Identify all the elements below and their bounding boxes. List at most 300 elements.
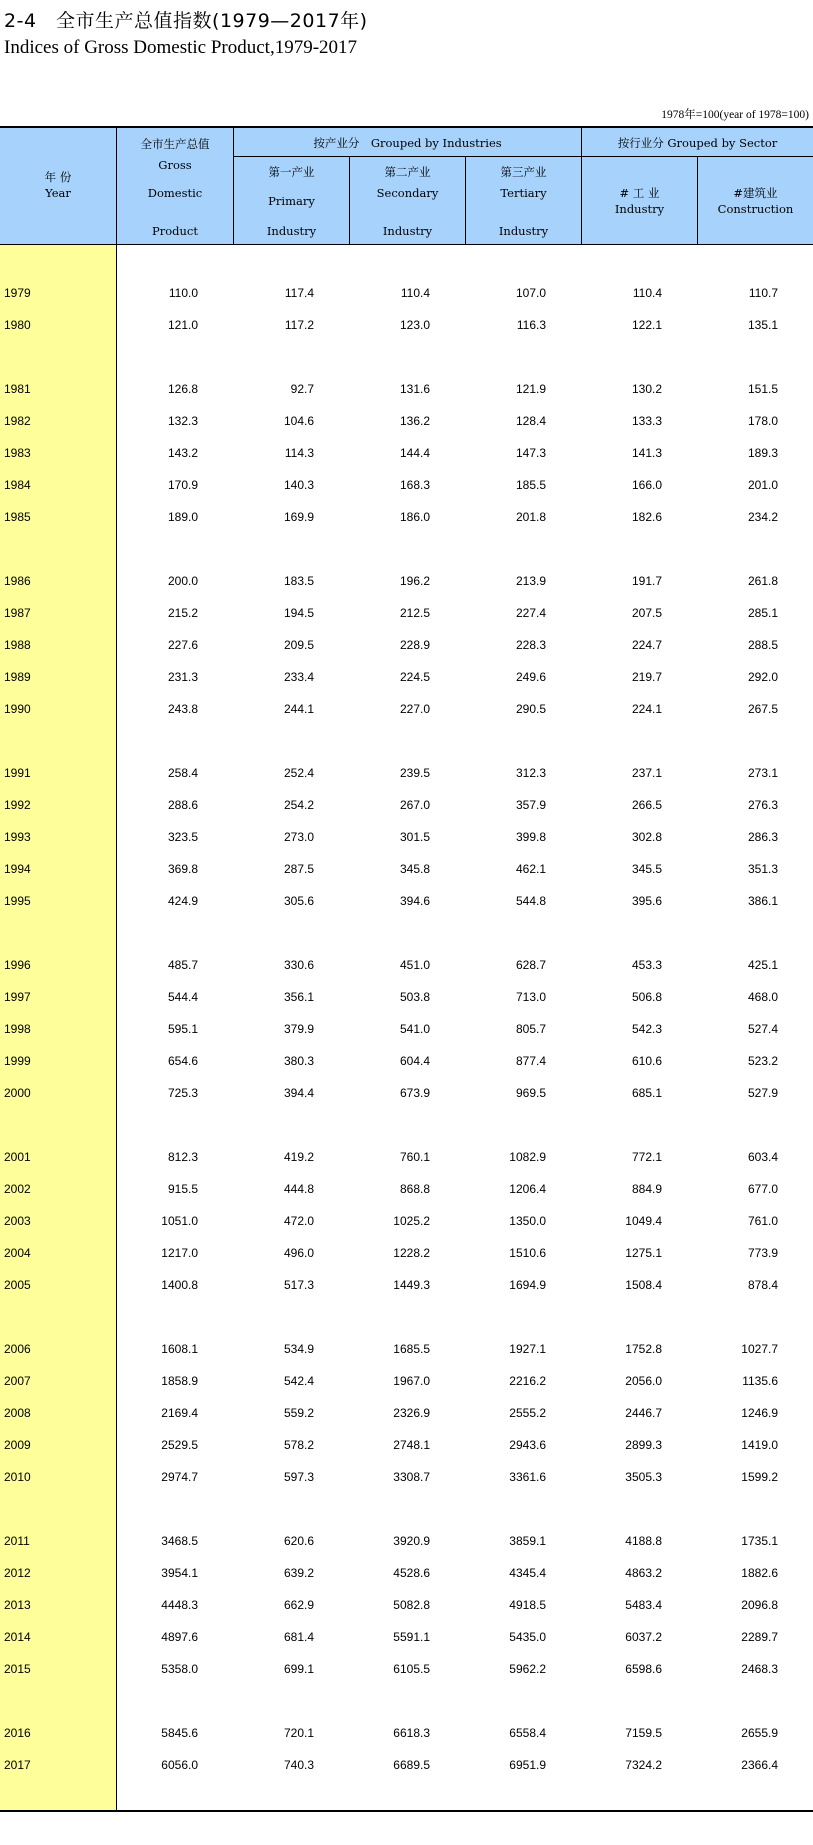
cell-construction-1992: 276.3 [747, 798, 778, 812]
row-year-1996: 1996 [4, 958, 31, 972]
cell-gdp-1997: 544.4 [167, 990, 198, 1004]
row-year-1981: 1981 [4, 382, 31, 396]
cell-construction-1987: 285.1 [747, 606, 778, 620]
cell-gdp-1998: 595.1 [167, 1022, 198, 1036]
cell-construction-2015: 2468.3 [741, 1662, 778, 1676]
cell-industry-1991: 237.1 [631, 766, 662, 780]
cell-primary-1990: 244.1 [283, 702, 314, 716]
cell-tertiary-2009: 2943.6 [509, 1438, 546, 1452]
row-year-1984: 1984 [4, 478, 31, 492]
cell-construction-2002: 677.0 [747, 1182, 778, 1196]
cell-secondary-2009: 2748.1 [393, 1438, 430, 1452]
cell-primary-2016: 720.1 [283, 1726, 314, 1740]
cell-industry-2003: 1049.4 [625, 1214, 662, 1228]
cell-construction-2001: 603.4 [747, 1150, 778, 1164]
cell-primary-2003: 472.0 [283, 1214, 314, 1228]
cell-secondary-2012: 4528.6 [393, 1566, 430, 1580]
cell-gdp-2010: 2974.7 [161, 1470, 198, 1484]
cell-construction-1991: 273.1 [747, 766, 778, 780]
cell-gdp-2012: 3954.1 [161, 1566, 198, 1580]
cell-tertiary-1980: 116.3 [516, 318, 546, 332]
row-year-1992: 1992 [4, 798, 31, 812]
header-industry-cn: # 工 业 [619, 186, 660, 200]
cell-tertiary-1999: 877.4 [515, 1054, 546, 1068]
cell-tertiary-1994: 462.1 [515, 862, 546, 876]
cell-industry-1987: 207.5 [631, 606, 662, 620]
cell-construction-1998: 527.4 [747, 1022, 778, 1036]
unit-note: 1978年=100(year of 1978=100) [661, 109, 809, 121]
cell-primary-1981: 92.7 [290, 382, 314, 396]
cell-industry-2004: 1275.1 [625, 1246, 662, 1260]
cell-industry-2007: 2056.0 [625, 1374, 662, 1388]
cell-gdp-1985: 189.0 [167, 510, 198, 524]
row-year-2005: 2005 [4, 1278, 31, 1292]
cell-primary-1996: 330.6 [283, 958, 314, 972]
cell-tertiary-1987: 227.4 [515, 606, 546, 620]
cell-gdp-2001: 812.3 [167, 1150, 198, 1164]
cell-construction-1999: 523.2 [747, 1054, 778, 1068]
cell-primary-2017: 740.3 [283, 1758, 314, 1772]
cell-tertiary-2008: 2555.2 [509, 1406, 546, 1420]
header-gdp-en-3: Product [152, 224, 198, 238]
cell-primary-1995: 305.6 [283, 894, 314, 908]
row-year-1989: 1989 [4, 670, 31, 684]
row-year-2007: 2007 [4, 1374, 31, 1388]
row-year-2009: 2009 [4, 1438, 31, 1452]
cell-secondary-1998: 541.0 [399, 1022, 430, 1036]
row-year-2013: 2013 [4, 1598, 31, 1612]
cell-construction-1980: 135.1 [747, 318, 778, 332]
cell-secondary-2005: 1449.3 [393, 1278, 430, 1292]
cell-construction-1983: 189.3 [747, 446, 778, 460]
cell-primary-2001: 419.2 [283, 1150, 314, 1164]
cell-secondary-1991: 239.5 [399, 766, 430, 780]
cell-industry-1989: 219.7 [631, 670, 662, 684]
cell-primary-2008: 559.2 [283, 1406, 314, 1420]
cell-tertiary-2002: 1206.4 [509, 1182, 546, 1196]
cell-industry-1984: 166.0 [631, 478, 662, 492]
cell-construction-1989: 292.0 [747, 670, 778, 684]
cell-tertiary-2000: 969.5 [515, 1086, 546, 1100]
header-year-cn: 年 份 [44, 170, 72, 184]
cell-construction-2007: 1135.6 [742, 1374, 778, 1388]
cell-tertiary-1995: 544.8 [515, 894, 546, 908]
cell-tertiary-1993: 399.8 [515, 830, 546, 844]
cell-secondary-2016: 6618.3 [393, 1726, 430, 1740]
header-group-industries: 按产业分 Grouped by Industries [313, 136, 502, 150]
cell-industry-2005: 1508.4 [625, 1278, 662, 1292]
cell-secondary-1985: 186.0 [399, 510, 430, 524]
cell-tertiary-2010: 3361.6 [509, 1470, 546, 1484]
cell-construction-2013: 2096.8 [741, 1598, 778, 1612]
cell-industry-2017: 7324.2 [625, 1758, 662, 1772]
cell-industry-1982: 133.3 [631, 414, 662, 428]
cell-construction-2010: 1599.2 [741, 1470, 778, 1484]
cell-tertiary-1996: 628.7 [515, 958, 546, 972]
row-year-2010: 2010 [4, 1470, 31, 1484]
cell-primary-1992: 254.2 [283, 798, 314, 812]
row-year-1980: 1980 [4, 318, 31, 332]
row-year-1987: 1987 [4, 606, 31, 620]
cell-secondary-1982: 136.2 [399, 414, 430, 428]
cell-primary-2007: 542.4 [283, 1374, 314, 1388]
cell-primary-1989: 233.4 [283, 670, 314, 684]
cell-construction-2000: 527.9 [747, 1086, 778, 1100]
cell-gdp-2005: 1400.8 [161, 1278, 198, 1292]
cell-construction-1979: 110.7 [748, 286, 778, 300]
cell-tertiary-1998: 805.7 [515, 1022, 546, 1036]
cell-industry-1995: 395.6 [631, 894, 662, 908]
cell-primary-2012: 639.2 [283, 1566, 314, 1580]
cell-tertiary-1981: 121.9 [515, 382, 546, 396]
cell-tertiary-1985: 201.8 [515, 510, 546, 524]
cell-industry-1985: 182.6 [631, 510, 662, 524]
cell-gdp-1991: 258.4 [167, 766, 198, 780]
cell-secondary-1979: 110.4 [400, 286, 430, 300]
cell-primary-2000: 394.4 [283, 1086, 314, 1100]
cell-construction-1985: 234.2 [747, 510, 778, 524]
cell-gdp-1984: 170.9 [167, 478, 198, 492]
cell-construction-1997: 468.0 [747, 990, 778, 1004]
row-year-1985: 1985 [4, 510, 31, 524]
cell-gdp-1999: 654.6 [167, 1054, 198, 1068]
cell-industry-2011: 4188.8 [625, 1534, 662, 1548]
cell-secondary-1994: 345.8 [399, 862, 430, 876]
cell-secondary-1993: 301.5 [399, 830, 430, 844]
cell-industry-2013: 5483.4 [625, 1598, 662, 1612]
cell-gdp-2017: 6056.0 [161, 1758, 198, 1772]
cell-secondary-2003: 1025.2 [393, 1214, 430, 1228]
cell-secondary-2002: 868.8 [399, 1182, 430, 1196]
cell-construction-1984: 201.0 [747, 478, 778, 492]
cell-gdp-2006: 1608.1 [161, 1342, 198, 1356]
cell-tertiary-2003: 1350.0 [509, 1214, 546, 1228]
cell-gdp-2014: 4897.6 [161, 1630, 198, 1644]
cell-primary-1980: 117.2 [284, 318, 314, 332]
header-construction-en: Construction [717, 202, 794, 216]
row-year-1979: 1979 [4, 286, 31, 300]
cell-construction-1994: 351.3 [747, 862, 778, 876]
cell-construction-1990: 267.5 [747, 702, 778, 716]
cell-industry-1996: 453.3 [631, 958, 662, 972]
cell-secondary-1996: 451.0 [399, 958, 430, 972]
cell-primary-1997: 356.1 [283, 990, 314, 1004]
row-year-2003: 2003 [4, 1214, 31, 1228]
cell-industry-2014: 6037.2 [625, 1630, 662, 1644]
header-construction-cn: #建筑业 [733, 186, 778, 200]
cell-gdp-1996: 485.7 [167, 958, 198, 972]
cell-secondary-1999: 604.4 [399, 1054, 430, 1068]
cell-industry-2015: 6598.6 [625, 1662, 662, 1676]
header-year-en: Year [45, 186, 71, 200]
cell-primary-1986: 183.5 [283, 574, 314, 588]
cell-primary-1999: 380.3 [283, 1054, 314, 1068]
cell-tertiary-2001: 1082.9 [509, 1150, 546, 1164]
cell-secondary-1986: 196.2 [399, 574, 430, 588]
cell-gdp-2011: 3468.5 [161, 1534, 198, 1548]
cell-tertiary-1979: 107.0 [515, 286, 546, 300]
cell-industry-1997: 506.8 [631, 990, 662, 1004]
cell-primary-2002: 444.8 [283, 1182, 314, 1196]
row-year-1988: 1988 [4, 638, 31, 652]
row-year-1998: 1998 [4, 1022, 31, 1036]
row-year-2012: 2012 [4, 1566, 31, 1580]
header-group-sector: 按行业分 Grouped by Sector [617, 136, 778, 150]
cell-gdp-1982: 132.3 [167, 414, 198, 428]
cell-industry-1990: 224.1 [631, 702, 662, 716]
row-year-1983: 1983 [4, 446, 31, 460]
header-primary-en-2: Industry [266, 224, 317, 238]
cell-gdp-1980: 121.0 [167, 318, 198, 332]
row-year-1997: 1997 [4, 990, 31, 1004]
cell-construction-1986: 261.8 [747, 574, 778, 588]
cell-gdp-2004: 1217.0 [161, 1246, 198, 1260]
cell-primary-2013: 662.9 [283, 1598, 314, 1612]
cell-secondary-1984: 168.3 [399, 478, 430, 492]
header-secondary-en-1: Secondary [376, 186, 439, 200]
cell-tertiary-2013: 4918.5 [509, 1598, 546, 1612]
cell-primary-2010: 597.3 [283, 1470, 314, 1484]
industry-column-divider [697, 156, 698, 245]
cell-tertiary-1988: 228.3 [515, 638, 546, 652]
cell-secondary-2004: 1228.2 [393, 1246, 430, 1260]
row-year-1999: 1999 [4, 1054, 31, 1068]
cell-construction-2005: 878.4 [747, 1278, 778, 1292]
row-year-2002: 2002 [4, 1182, 31, 1196]
cell-tertiary-2012: 4345.4 [509, 1566, 546, 1580]
cell-industry-2008: 2446.7 [625, 1406, 662, 1420]
cell-gdp-1992: 288.6 [167, 798, 198, 812]
cell-construction-1993: 286.3 [747, 830, 778, 844]
cell-gdp-2007: 1858.9 [161, 1374, 198, 1388]
cell-tertiary-2007: 2216.2 [509, 1374, 546, 1388]
cell-industry-1986: 191.7 [631, 574, 662, 588]
cell-gdp-1981: 126.8 [167, 382, 198, 396]
cell-construction-1981: 151.5 [747, 382, 778, 396]
table-bottom-rule [0, 1810, 813, 1812]
cell-secondary-2008: 2326.9 [393, 1406, 430, 1420]
row-year-2017: 2017 [4, 1758, 31, 1772]
cell-industry-1979: 110.4 [632, 286, 662, 300]
cell-secondary-1995: 394.6 [399, 894, 430, 908]
cell-construction-2017: 2366.4 [741, 1758, 778, 1772]
cell-tertiary-1986: 213.9 [515, 574, 546, 588]
header-gdp-cn: 全市生产总值 [140, 137, 210, 151]
header-bottom-rule [0, 244, 813, 245]
row-year-1991: 1991 [4, 766, 31, 780]
row-year-2001: 2001 [4, 1150, 31, 1164]
cell-secondary-1981: 131.6 [399, 382, 430, 396]
row-year-1994: 1994 [4, 862, 31, 876]
row-year-1982: 1982 [4, 414, 31, 428]
row-year-1990: 1990 [4, 702, 31, 716]
cell-gdp-2003: 1051.0 [161, 1214, 198, 1228]
cell-secondary-1997: 503.8 [399, 990, 430, 1004]
cell-primary-1988: 209.5 [283, 638, 314, 652]
row-year-2004: 2004 [4, 1246, 31, 1260]
cell-primary-2006: 534.9 [283, 1342, 314, 1356]
cell-industry-1988: 224.7 [631, 638, 662, 652]
cell-gdp-1988: 227.6 [167, 638, 198, 652]
header-top-rule [0, 126, 813, 128]
cell-industry-2009: 2899.3 [625, 1438, 662, 1452]
cell-primary-1987: 194.5 [283, 606, 314, 620]
cell-industry-2006: 1752.8 [625, 1342, 662, 1356]
cell-tertiary-1989: 249.6 [515, 670, 546, 684]
cell-tertiary-2006: 1927.1 [509, 1342, 546, 1356]
cell-construction-2016: 2655.9 [741, 1726, 778, 1740]
cell-secondary-2014: 5591.1 [393, 1630, 430, 1644]
cell-construction-1982: 178.0 [747, 414, 778, 428]
header-tertiary-en-2: Industry [498, 224, 549, 238]
cell-gdp-2008: 2169.4 [161, 1406, 198, 1420]
cell-secondary-2017: 6689.5 [393, 1758, 430, 1772]
cell-gdp-1989: 231.3 [167, 670, 198, 684]
cell-gdp-1994: 369.8 [167, 862, 198, 876]
cell-primary-1982: 104.6 [283, 414, 314, 428]
cell-construction-2012: 1882.6 [741, 1566, 778, 1580]
cell-secondary-1989: 224.5 [399, 670, 430, 684]
cell-tertiary-2005: 1694.9 [509, 1278, 546, 1292]
cell-secondary-1983: 144.4 [399, 446, 430, 460]
cell-secondary-2010: 3308.7 [393, 1470, 430, 1484]
cell-construction-2011: 1735.1 [741, 1534, 778, 1548]
cell-construction-2003: 761.0 [747, 1214, 778, 1228]
cell-primary-1998: 379.9 [283, 1022, 314, 1036]
header-tertiary-en-1: Tertiary [500, 186, 547, 200]
cell-gdp-1990: 243.8 [167, 702, 198, 716]
cell-tertiary-1992: 357.9 [515, 798, 546, 812]
group-header-rule [233, 156, 813, 157]
cell-construction-2009: 1419.0 [741, 1438, 778, 1452]
cell-primary-1991: 252.4 [283, 766, 314, 780]
cell-secondary-2015: 6105.5 [393, 1662, 430, 1676]
header-primary-en-1: Primary [268, 194, 315, 208]
row-year-1993: 1993 [4, 830, 31, 844]
cell-industry-1994: 345.5 [631, 862, 662, 876]
cell-secondary-1990: 227.0 [399, 702, 430, 716]
cell-primary-2009: 578.2 [283, 1438, 314, 1452]
header-secondary-en-2: Industry [382, 224, 433, 238]
cell-primary-1983: 114.3 [284, 446, 314, 460]
cell-secondary-2001: 760.1 [399, 1150, 430, 1164]
cell-secondary-1992: 267.0 [399, 798, 430, 812]
cell-secondary-1988: 228.9 [399, 638, 430, 652]
cell-industry-2000: 685.1 [631, 1086, 662, 1100]
cell-gdp-2013: 4448.3 [161, 1598, 198, 1612]
cell-industry-1999: 610.6 [631, 1054, 662, 1068]
cell-tertiary-2017: 6951.9 [509, 1758, 546, 1772]
cell-primary-2005: 517.3 [283, 1278, 314, 1292]
cell-construction-1996: 425.1 [747, 958, 778, 972]
cell-industry-1998: 542.3 [631, 1022, 662, 1036]
header-primary-cn: 第一产业 [268, 165, 315, 179]
row-year-1986: 1986 [4, 574, 31, 588]
cell-construction-1995: 386.1 [747, 894, 778, 908]
header-tertiary-cn: 第三产业 [500, 165, 547, 179]
cell-construction-2008: 1246.9 [741, 1406, 778, 1420]
cell-gdp-2000: 725.3 [167, 1086, 198, 1100]
cell-secondary-2013: 5082.8 [393, 1598, 430, 1612]
cell-industry-1993: 302.8 [631, 830, 662, 844]
cell-secondary-2000: 673.9 [399, 1086, 430, 1100]
cell-primary-1985: 169.9 [283, 510, 314, 524]
cell-construction-1988: 288.5 [747, 638, 778, 652]
cell-industry-1992: 266.5 [631, 798, 662, 812]
cell-tertiary-2015: 5962.2 [509, 1662, 546, 1676]
cell-industry-1983: 141.3 [631, 446, 662, 460]
cell-tertiary-1991: 312.3 [515, 766, 546, 780]
cell-industry-2010: 3505.3 [625, 1470, 662, 1484]
cell-primary-1979: 117.4 [284, 286, 314, 300]
row-year-2000: 2000 [4, 1086, 31, 1100]
cell-construction-2004: 773.9 [747, 1246, 778, 1260]
cell-primary-2014: 681.4 [283, 1630, 314, 1644]
cell-secondary-1980: 123.0 [399, 318, 430, 332]
row-year-2006: 2006 [4, 1342, 31, 1356]
cell-tertiary-1997: 713.0 [515, 990, 546, 1004]
cell-industry-2002: 884.9 [631, 1182, 662, 1196]
row-year-2015: 2015 [4, 1662, 31, 1676]
cell-tertiary-1983: 147.3 [515, 446, 546, 460]
row-year-2011: 2011 [4, 1534, 30, 1548]
cell-tertiary-2016: 6558.4 [509, 1726, 546, 1740]
cell-gdp-2015: 5358.0 [161, 1662, 198, 1676]
cell-industry-2016: 7159.5 [625, 1726, 662, 1740]
row-year-2014: 2014 [4, 1630, 31, 1644]
cell-construction-2006: 1027.7 [741, 1342, 778, 1356]
cell-secondary-2007: 1967.0 [393, 1374, 430, 1388]
cell-gdp-2009: 2529.5 [161, 1438, 198, 1452]
table-title-cn: 2-4 全市生产总值指数(1979—2017年) [4, 10, 368, 32]
cell-gdp-2016: 5845.6 [161, 1726, 198, 1740]
cell-primary-2011: 620.6 [283, 1534, 314, 1548]
cell-gdp-1993: 323.5 [167, 830, 198, 844]
cell-gdp-1986: 200.0 [167, 574, 198, 588]
header-gdp-en-2: Domestic [147, 186, 203, 200]
cell-gdp-1979: 110.0 [168, 286, 198, 300]
row-year-2016: 2016 [4, 1726, 31, 1740]
header-gdp-en-1: Gross [158, 158, 192, 172]
cell-primary-1993: 273.0 [283, 830, 314, 844]
cell-tertiary-1982: 128.4 [515, 414, 546, 428]
table-title-en: Indices of Gross Domestic Product,1979-2017 [4, 37, 358, 58]
cell-primary-2015: 699.1 [283, 1662, 314, 1676]
cell-secondary-1987: 212.5 [399, 606, 430, 620]
cell-secondary-2006: 1685.5 [393, 1342, 430, 1356]
cell-tertiary-2014: 5435.0 [509, 1630, 546, 1644]
header-secondary-cn: 第二产业 [384, 165, 431, 179]
cell-tertiary-1984: 185.5 [515, 478, 546, 492]
cell-gdp-1983: 143.2 [167, 446, 198, 460]
cell-secondary-2011: 3920.9 [393, 1534, 430, 1548]
cell-primary-1994: 287.5 [283, 862, 314, 876]
cell-primary-2004: 496.0 [283, 1246, 314, 1260]
cell-industry-1981: 130.2 [631, 382, 662, 396]
cell-gdp-1995: 424.9 [167, 894, 198, 908]
cell-tertiary-1990: 290.5 [515, 702, 546, 716]
cell-tertiary-2011: 3859.1 [509, 1534, 546, 1548]
cell-industry-1980: 122.1 [631, 318, 662, 332]
cell-gdp-1987: 215.2 [167, 606, 198, 620]
cell-tertiary-2004: 1510.6 [509, 1246, 546, 1260]
cell-industry-2001: 772.1 [631, 1150, 662, 1164]
cell-primary-1984: 140.3 [283, 478, 314, 492]
row-year-2008: 2008 [4, 1406, 31, 1420]
row-year-1995: 1995 [4, 894, 31, 908]
cell-industry-2012: 4863.2 [625, 1566, 662, 1580]
header-industry-en: Industry [614, 202, 665, 216]
